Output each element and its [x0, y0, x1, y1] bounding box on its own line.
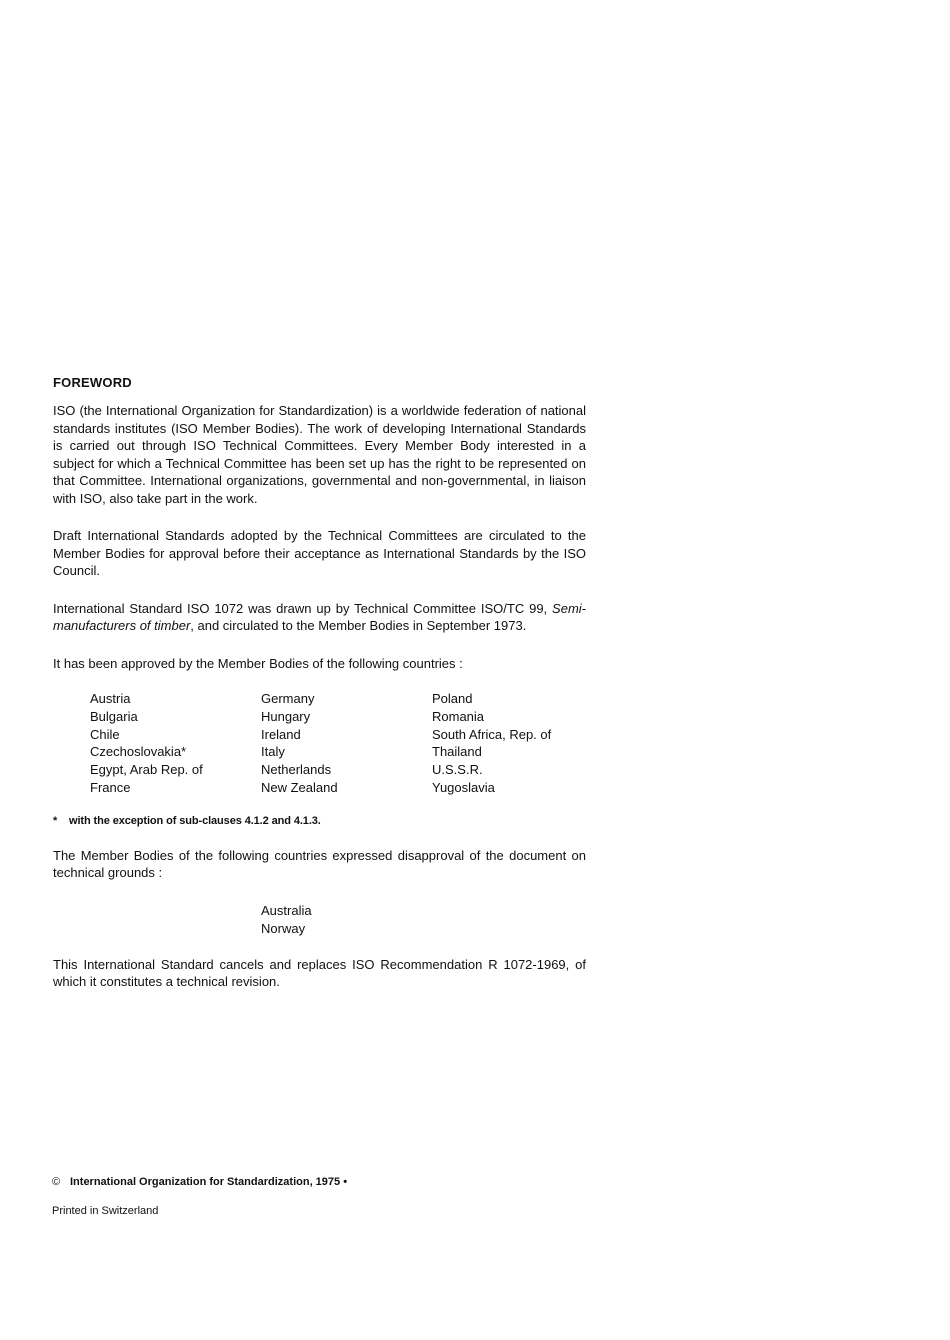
country-item: Yugoslavia [432, 779, 495, 795]
foreword-paragraph-iso-intro: ISO (the International Organization for Standardization) is a worldwide federation of national standards institutes (ISO Member Bodies). The work of developing International Standards is carried out through ISO Technical Committees. Every Member Body interested in a subject for which a Technical Committee has been set up has the right to be represented on that Committee. International organizations, governmental and non-governmental, in liaison with ISO, also take part in the work. [53, 403, 586, 506]
country-item: South Africa, Rep. of [432, 726, 552, 742]
committee-title: Semi-manufacturers of timber [53, 600, 586, 633]
iso-1072-text-suffix: , and circulated to the Member Bodies in September 1973. [190, 618, 527, 633]
country-item: Australia [261, 902, 312, 918]
country-item: Ireland [261, 726, 301, 742]
country-item: Egypt, Arab Rep. of [90, 762, 203, 778]
country-item: Netherlands [261, 762, 332, 778]
countries-column-3 [432, 690, 603, 797]
country-item: Romania [432, 708, 485, 724]
country-item: Italy [261, 744, 285, 760]
iso-1072-text-prefix: International Standard ISO 1072 was drawn up by Technical Committee ISO/TC 99, [53, 600, 553, 616]
footnote [53, 815, 586, 827]
foreword-section [53, 375, 586, 1011]
countries-column-1 [90, 690, 261, 797]
country-item: Thailand [432, 744, 482, 760]
foreword-paragraph-iso-1072 [53, 600, 586, 635]
countries-column-2 [261, 690, 432, 797]
country-item: Germany [261, 691, 315, 706]
country-item: Czechoslovakia* [90, 744, 187, 760]
foreword-paragraph-replacement: This International Standard cancels and replaces ISO Recommendation R 1072-1969, of which it constitutes a technical revision. [53, 956, 586, 990]
foreword-paragraph-draft-standards: Draft International Standards adopted by the Technical Committees are circulated to the Member Bodies for approval before their acceptance as International Standards by the ISO Council. [53, 528, 586, 578]
country-item: France [90, 779, 131, 795]
copyright-line [52, 1176, 347, 1188]
country-item: Chile [90, 726, 120, 742]
foreword-paragraph-disapproval: The Member Bodies of the following countries expressed disapproval of the document on technical grounds : [53, 847, 586, 881]
approving-countries-list [90, 690, 586, 797]
copyright-text: International Organization for Standardization, 1975 • [70, 1176, 348, 1188]
country-item: Austria [90, 691, 131, 706]
disapproving-countries-list [261, 902, 586, 938]
country-item: Bulgaria [90, 708, 138, 724]
footnote-text: with the exception of sub-clauses 4.1.2 and 4.1.3. [69, 814, 321, 827]
foreword-paragraph-approval: It has been approved by the Member Bodies of the following countries : [53, 655, 463, 671]
footnote-mark: * [53, 814, 58, 827]
country-item: Hungary [261, 708, 311, 724]
foreword-heading: FOREWORD [53, 375, 132, 390]
country-item: New Zealand [261, 779, 338, 795]
country-item: U.S.S.R. [432, 762, 483, 778]
copyright-symbol: © [52, 1176, 61, 1188]
country-item: Norway [261, 920, 306, 936]
printed-location: Printed in Switzerland [52, 1205, 159, 1217]
country-item: Poland [432, 691, 473, 706]
